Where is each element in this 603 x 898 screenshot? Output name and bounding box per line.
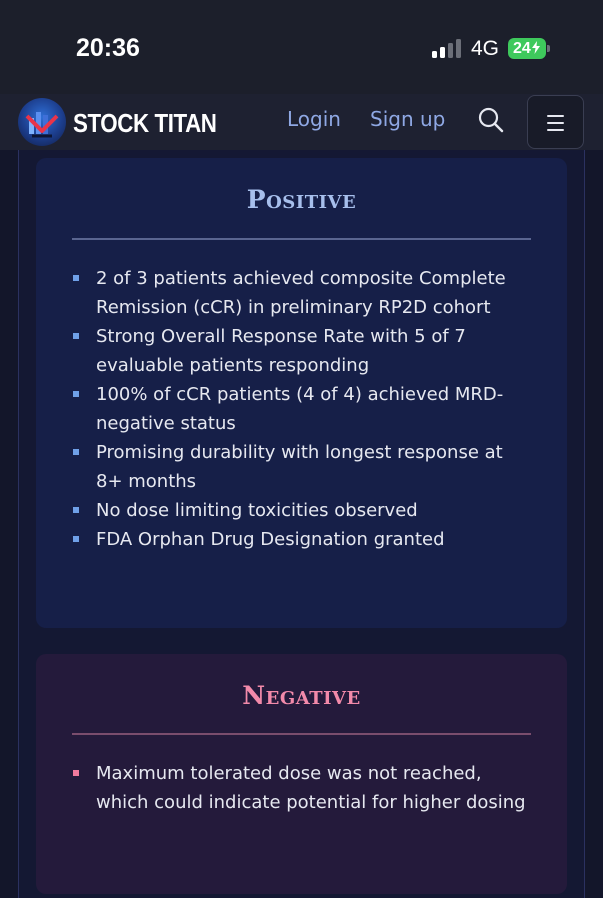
hamburger-menu-icon — [547, 115, 564, 117]
negative-title: Negative — [242, 681, 361, 710]
battery-tip — [547, 45, 550, 52]
list-item: 2 of 3 patients achieved composite Complete Remission (cCR) in preliminary RP2D cohort — [72, 264, 532, 322]
list-item: FDA Orphan Drug Designation granted — [72, 525, 532, 554]
negative-divider — [72, 733, 531, 735]
positive-title: Positive — [246, 185, 357, 214]
signup-link[interactable]: Sign up — [370, 107, 446, 131]
list-item: 100% of cCR patients (4 of 4) achieved MRD-negative status — [72, 380, 532, 438]
status-bar — [0, 0, 603, 94]
search-icon[interactable] — [477, 106, 505, 134]
signal-strength-icon — [432, 38, 462, 58]
login-link[interactable]: Login — [287, 107, 341, 131]
battery-icon — [508, 38, 546, 59]
status-time: 20:36 — [76, 34, 140, 62]
list-item: Strong Overall Response Rate with 5 of 7 evaluable patients responding — [72, 322, 532, 380]
battery-level: 24 — [513, 40, 531, 57]
menu-button[interactable] — [527, 95, 584, 149]
stock-titan-logo-icon[interactable] — [18, 98, 66, 146]
list-item: Maximum tolerated dose was not reached, which could indicate potential for higher dosing — [72, 759, 532, 817]
positive-divider — [72, 238, 531, 240]
network-type: 4G — [471, 37, 500, 60]
brand-name[interactable]: STOCK TITAN — [73, 108, 217, 138]
site-header — [0, 94, 603, 150]
negative-card — [36, 654, 567, 894]
hamburger-menu-icon-bar — [547, 122, 564, 124]
negative-list — [72, 759, 532, 817]
positive-list — [72, 264, 532, 554]
list-item: Promising durability with longest response at 8+ months — [72, 438, 532, 496]
list-item: No dose limiting toxicities observed — [72, 496, 532, 525]
hamburger-menu-icon-bar — [547, 129, 564, 131]
positive-card — [36, 158, 567, 628]
